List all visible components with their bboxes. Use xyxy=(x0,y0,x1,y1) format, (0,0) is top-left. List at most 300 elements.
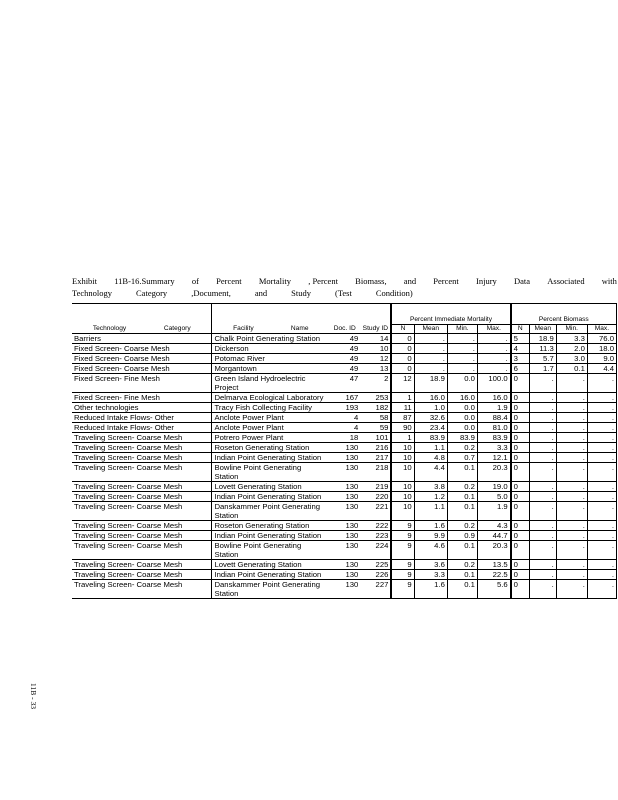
cell-pim-n: 0 xyxy=(391,354,414,364)
cell-pim-max: 100.0 xyxy=(477,374,510,393)
cell-technology: Traveling Screen- Coarse Mesh xyxy=(72,531,212,541)
cell-pb-mean: 18.9 xyxy=(529,334,556,344)
cell-doc-id: 130 xyxy=(329,580,360,599)
cell-pim-min: 0.1 xyxy=(447,570,477,580)
cell-pim-min: 0.1 xyxy=(447,463,477,482)
cell-pb-n: 0 xyxy=(511,580,530,599)
table-row xyxy=(72,443,617,453)
cell-facility: Potomac River xyxy=(212,354,329,364)
caption-word: Condition) xyxy=(375,287,413,298)
cell-facility: Chalk Point Generating Station xyxy=(212,334,329,344)
cell-pim-min: 0.1 xyxy=(447,541,477,560)
caption-word: Data xyxy=(514,276,531,286)
cell-study-id: 219 xyxy=(360,482,391,492)
cell-pb-n: 0 xyxy=(511,531,530,541)
header-percent-immediate-mortality: Percent Immediate Mortality xyxy=(391,304,510,325)
cell-pb-max: 76.0 xyxy=(587,334,616,344)
caption-word: Percent xyxy=(216,276,242,286)
cell-pb-max: . xyxy=(587,492,616,502)
caption-word: Mortality xyxy=(258,276,291,286)
cell-pb-mean: . xyxy=(529,560,556,570)
cell-pim-max: 88.4 xyxy=(477,413,510,423)
cell-pb-min: . xyxy=(556,463,587,482)
cell-facility: Delmarva Ecological Laboratory xyxy=(212,393,329,403)
cell-technology: Fixed Screen- Fine Mesh xyxy=(72,393,212,403)
cell-pim-max: 1.9 xyxy=(477,403,510,413)
cell-pb-n: 0 xyxy=(511,502,530,521)
cell-doc-id: 130 xyxy=(329,531,360,541)
caption-word: with xyxy=(601,276,617,286)
header-pim-max: Max. xyxy=(477,325,510,334)
cell-pim-min: 0.9 xyxy=(447,531,477,541)
caption-line-1 xyxy=(72,276,617,288)
cell-study-id: 2 xyxy=(360,374,391,393)
table-row xyxy=(72,492,617,502)
table-body xyxy=(72,334,617,599)
cell-pim-mean: . xyxy=(414,364,447,374)
cell-facility: Morgantown xyxy=(212,364,329,374)
header-pim-mean: Mean xyxy=(414,325,447,334)
header-doc-id: Doc. ID xyxy=(329,304,360,334)
cell-pim-mean: 1.6 xyxy=(414,521,447,531)
cell-pb-max: 9.0 xyxy=(587,354,616,364)
cell-technology: Traveling Screen- Coarse Mesh xyxy=(72,463,212,482)
caption-word: Associated xyxy=(547,276,585,286)
cell-doc-id: 49 xyxy=(329,354,360,364)
table-row xyxy=(72,453,617,463)
cell-facility: Danskammer Point Generating Station xyxy=(212,580,329,599)
cell-technology: Fixed Screen- Coarse Mesh xyxy=(72,354,212,364)
cell-pb-min: . xyxy=(556,492,587,502)
header-pb-min: Min. xyxy=(556,325,587,334)
cell-pb-mean: . xyxy=(529,482,556,492)
cell-pb-n: 0 xyxy=(511,374,530,393)
cell-study-id: 10 xyxy=(360,344,391,354)
cell-technology: Fixed Screen- Coarse Mesh xyxy=(72,344,212,354)
cell-doc-id: 4 xyxy=(329,423,360,433)
cell-pim-min: 0.2 xyxy=(447,521,477,531)
cell-doc-id: 167 xyxy=(329,393,360,403)
cell-doc-id: 130 xyxy=(329,492,360,502)
cell-pb-min: 3.3 xyxy=(556,334,587,344)
cell-pb-min: . xyxy=(556,521,587,531)
cell-pim-max: 16.0 xyxy=(477,393,510,403)
cell-pim-max: 20.3 xyxy=(477,463,510,482)
cell-pim-mean: 83.9 xyxy=(414,433,447,443)
cell-pim-n: 87 xyxy=(391,413,414,423)
cell-pb-min: . xyxy=(556,433,587,443)
cell-pim-max: 1.9 xyxy=(477,502,510,521)
cell-pim-n: 10 xyxy=(391,443,414,453)
cell-pim-mean: 4.4 xyxy=(414,463,447,482)
cell-pim-mean: 4.8 xyxy=(414,453,447,463)
cell-pb-max: . xyxy=(587,433,616,443)
caption-word: of xyxy=(191,276,199,286)
cell-pb-max: . xyxy=(587,453,616,463)
cell-pim-max: 20.3 xyxy=(477,541,510,560)
cell-facility: Roseton Generating Station xyxy=(212,521,329,531)
cell-pb-min: . xyxy=(556,560,587,570)
caption-word: Exhibit xyxy=(72,276,98,286)
cell-pim-min: 83.9 xyxy=(447,433,477,443)
cell-pim-max: 22.5 xyxy=(477,570,510,580)
cell-pb-min: . xyxy=(556,423,587,433)
header-study-id: Study ID xyxy=(360,304,391,334)
cell-pb-max: 18.0 xyxy=(587,344,616,354)
table-row xyxy=(72,413,617,423)
cell-pb-n: 0 xyxy=(511,403,530,413)
cell-pb-max: . xyxy=(587,560,616,570)
cell-pim-mean: 1.1 xyxy=(414,443,447,453)
cell-pb-n: 0 xyxy=(511,521,530,531)
cell-pb-mean: . xyxy=(529,570,556,580)
table-row xyxy=(72,433,617,443)
cell-technology: Traveling Screen- Coarse Mesh xyxy=(72,492,212,502)
header-pb-mean: Mean xyxy=(529,325,556,334)
table-row xyxy=(72,344,617,354)
caption-word: ,Document, xyxy=(191,287,231,298)
cell-pb-max: . xyxy=(587,521,616,531)
cell-pim-min: . xyxy=(447,334,477,344)
cell-pim-n: 9 xyxy=(391,521,414,531)
cell-pim-mean: 1.0 xyxy=(414,403,447,413)
cell-pb-max: . xyxy=(587,531,616,541)
caption-word: Study xyxy=(291,287,311,298)
cell-pim-n: 9 xyxy=(391,541,414,560)
cell-study-id: 101 xyxy=(360,433,391,443)
cell-facility: Green Island Hydroelectric Project xyxy=(212,374,329,393)
cell-doc-id: 130 xyxy=(329,482,360,492)
header-percent-biomass: Percent Biomass xyxy=(511,304,617,325)
header-pb-n: N xyxy=(511,325,530,334)
cell-pim-min: . xyxy=(447,344,477,354)
cell-pim-mean: 3.3 xyxy=(414,570,447,580)
cell-pim-min: 0.2 xyxy=(447,560,477,570)
cell-pim-max: 12.1 xyxy=(477,453,510,463)
cell-pb-max: . xyxy=(587,482,616,492)
cell-pim-mean: 32.6 xyxy=(414,413,447,423)
cell-pb-max: . xyxy=(587,403,616,413)
cell-study-id: 59 xyxy=(360,423,391,433)
cell-pb-min: . xyxy=(556,453,587,463)
cell-technology: Traveling Screen- Coarse Mesh xyxy=(72,521,212,531)
cell-pb-mean: . xyxy=(529,413,556,423)
cell-pb-max: . xyxy=(587,463,616,482)
table-row xyxy=(72,403,617,413)
cell-pb-min: . xyxy=(556,541,587,560)
cell-pb-mean: 5.7 xyxy=(529,354,556,364)
caption-word: Technology xyxy=(72,287,113,298)
cell-pim-min: 0.1 xyxy=(447,580,477,599)
cell-pim-n: 10 xyxy=(391,482,414,492)
cell-study-id: 12 xyxy=(360,354,391,364)
cell-pim-mean: 1.2 xyxy=(414,492,447,502)
cell-pim-mean: . xyxy=(414,334,447,344)
cell-pim-mean: 4.6 xyxy=(414,541,447,560)
cell-study-id: 225 xyxy=(360,560,391,570)
cell-pb-n: 0 xyxy=(511,423,530,433)
table-row xyxy=(72,521,617,531)
cell-technology: Traveling Screen- Coarse Mesh xyxy=(72,482,212,492)
cell-technology: Other technologies xyxy=(72,403,212,413)
table-row xyxy=(72,482,617,492)
cell-pim-min: 0.0 xyxy=(447,403,477,413)
data-table xyxy=(72,303,617,599)
table-row xyxy=(72,374,617,393)
cell-pim-max: 4.3 xyxy=(477,521,510,531)
cell-pim-min: 0.7 xyxy=(447,453,477,463)
cell-pim-min: . xyxy=(447,364,477,374)
cell-technology: Reduced Intake Flows- Other xyxy=(72,423,212,433)
cell-pb-min: . xyxy=(556,580,587,599)
cell-technology: Traveling Screen- Coarse Mesh xyxy=(72,541,212,560)
cell-pim-n: 11 xyxy=(391,403,414,413)
cell-study-id: 58 xyxy=(360,413,391,423)
caption-word: , Percent xyxy=(308,276,338,286)
caption-word: Percent xyxy=(433,276,459,286)
cell-pb-n: 6 xyxy=(511,364,530,374)
cell-pb-max: . xyxy=(587,413,616,423)
cell-study-id: 227 xyxy=(360,580,391,599)
cell-pim-mean: 1.6 xyxy=(414,580,447,599)
cell-pim-max: . xyxy=(477,354,510,364)
cell-facility: Dickerson xyxy=(212,344,329,354)
cell-technology: Fixed Screen- Fine Mesh xyxy=(72,374,212,393)
caption-word: (Test xyxy=(334,287,352,298)
cell-pb-max: . xyxy=(587,541,616,560)
cell-pb-max: . xyxy=(587,374,616,393)
caption-word: Category xyxy=(136,287,168,298)
cell-pim-mean: 1.1 xyxy=(414,502,447,521)
header-technology-category: Technology Category xyxy=(72,304,212,334)
cell-study-id: 182 xyxy=(360,403,391,413)
cell-pim-n: 10 xyxy=(391,492,414,502)
header-pim-n: N xyxy=(391,325,414,334)
cell-study-id: 13 xyxy=(360,364,391,374)
cell-technology: Reduced Intake Flows- Other xyxy=(72,413,212,423)
cell-pb-n: 0 xyxy=(511,393,530,403)
page-number: 11B - 33 xyxy=(29,683,38,709)
cell-pb-min: . xyxy=(556,413,587,423)
cell-pb-max: 4.4 xyxy=(587,364,616,374)
caption-word: and xyxy=(254,287,268,298)
cell-study-id: 226 xyxy=(360,570,391,580)
cell-pb-mean: 1.7 xyxy=(529,364,556,374)
cell-facility: Anclote Power Plant xyxy=(212,423,329,433)
cell-pb-mean: . xyxy=(529,433,556,443)
cell-pb-n: 0 xyxy=(511,433,530,443)
cell-pim-mean: 9.9 xyxy=(414,531,447,541)
cell-pb-max: . xyxy=(587,443,616,453)
cell-doc-id: 130 xyxy=(329,443,360,453)
cell-study-id: 222 xyxy=(360,521,391,531)
cell-technology: Fixed Screen- Coarse Mesh xyxy=(72,364,212,374)
cell-doc-id: 130 xyxy=(329,463,360,482)
cell-pim-min: 0.1 xyxy=(447,492,477,502)
cell-pb-mean: . xyxy=(529,374,556,393)
cell-pim-n: 9 xyxy=(391,570,414,580)
cell-pim-min: . xyxy=(447,354,477,364)
cell-pb-n: 0 xyxy=(511,482,530,492)
cell-doc-id: 4 xyxy=(329,413,360,423)
table-row xyxy=(72,531,617,541)
cell-study-id: 220 xyxy=(360,492,391,502)
table-row xyxy=(72,560,617,570)
cell-doc-id: 193 xyxy=(329,403,360,413)
cell-pb-min: . xyxy=(556,482,587,492)
cell-pb-mean: . xyxy=(529,453,556,463)
cell-pim-min: 0.2 xyxy=(447,482,477,492)
cell-doc-id: 130 xyxy=(329,521,360,531)
header-facility-name: Facility Name xyxy=(212,304,329,334)
cell-pb-min: . xyxy=(556,403,587,413)
table-row xyxy=(72,354,617,364)
cell-pim-n: 90 xyxy=(391,423,414,433)
cell-study-id: 253 xyxy=(360,393,391,403)
cell-pim-n: 0 xyxy=(391,364,414,374)
cell-pim-mean: 16.0 xyxy=(414,393,447,403)
cell-pb-mean: . xyxy=(529,492,556,502)
cell-pb-mean: . xyxy=(529,502,556,521)
cell-pb-min: 0.1 xyxy=(556,364,587,374)
cell-doc-id: 47 xyxy=(329,374,360,393)
cell-technology: Traveling Screen- Coarse Mesh xyxy=(72,453,212,463)
cell-pim-min: 0.2 xyxy=(447,443,477,453)
cell-pim-n: 12 xyxy=(391,374,414,393)
cell-pb-min: . xyxy=(556,443,587,453)
cell-pb-max: . xyxy=(587,423,616,433)
header-pim-min: Min. xyxy=(447,325,477,334)
cell-pim-mean: 3.6 xyxy=(414,560,447,570)
cell-pim-n: 10 xyxy=(391,463,414,482)
cell-pim-min: 16.0 xyxy=(447,393,477,403)
cell-facility: Lovett Generating Station xyxy=(212,482,329,492)
cell-technology: Traveling Screen- Coarse Mesh xyxy=(72,502,212,521)
cell-pb-mean: . xyxy=(529,443,556,453)
cell-pim-mean: 18.9 xyxy=(414,374,447,393)
cell-pim-n: 1 xyxy=(391,433,414,443)
cell-pim-min: 0.0 xyxy=(447,374,477,393)
cell-doc-id: 130 xyxy=(329,453,360,463)
cell-facility: Roseton Generating Station xyxy=(212,443,329,453)
cell-pim-n: 9 xyxy=(391,580,414,599)
cell-study-id: 218 xyxy=(360,463,391,482)
cell-pb-n: 3 xyxy=(511,354,530,364)
table-row xyxy=(72,423,617,433)
cell-pim-n: 0 xyxy=(391,344,414,354)
cell-technology: Traveling Screen- Coarse Mesh xyxy=(72,433,212,443)
cell-pb-max: . xyxy=(587,502,616,521)
cell-pim-min: 0.1 xyxy=(447,502,477,521)
cell-pim-min: 0.0 xyxy=(447,423,477,433)
cell-pb-n: 0 xyxy=(511,443,530,453)
caption-word: Biomass, xyxy=(355,276,387,286)
cell-pim-max: 81.0 xyxy=(477,423,510,433)
cell-facility: Tracy Fish Collecting Facility xyxy=(212,403,329,413)
cell-facility: Indian Point Generating Station xyxy=(212,492,329,502)
caption-word: Injury xyxy=(476,276,497,286)
cell-pim-max: 44.7 xyxy=(477,531,510,541)
cell-study-id: 14 xyxy=(360,334,391,344)
cell-pb-min: 3.0 xyxy=(556,354,587,364)
cell-study-id: 217 xyxy=(360,453,391,463)
cell-pim-max: 13.5 xyxy=(477,560,510,570)
cell-doc-id: 18 xyxy=(329,433,360,443)
cell-pim-n: 9 xyxy=(391,531,414,541)
cell-pim-mean: 3.8 xyxy=(414,482,447,492)
cell-technology: Traveling Screen- Coarse Mesh xyxy=(72,443,212,453)
cell-pb-mean: 11.3 xyxy=(529,344,556,354)
cell-pb-min: 2.0 xyxy=(556,344,587,354)
cell-facility: Bowline Point Generating Station xyxy=(212,463,329,482)
cell-study-id: 221 xyxy=(360,502,391,521)
cell-technology: Traveling Screen- Coarse Mesh xyxy=(72,580,212,599)
cell-facility: Anclote Power Plant xyxy=(212,413,329,423)
cell-facility: Indian Point Generating Station xyxy=(212,531,329,541)
table-row xyxy=(72,393,617,403)
table-row xyxy=(72,463,617,482)
cell-doc-id: 130 xyxy=(329,560,360,570)
cell-pim-mean: 23.4 xyxy=(414,423,447,433)
cell-pb-mean: . xyxy=(529,580,556,599)
cell-pb-n: 0 xyxy=(511,413,530,423)
cell-pim-n: 10 xyxy=(391,453,414,463)
table-row xyxy=(72,334,617,344)
cell-pim-n: 0 xyxy=(391,334,414,344)
caption-line-2 xyxy=(72,288,617,300)
cell-pb-mean: . xyxy=(529,463,556,482)
cell-pim-min: 0.0 xyxy=(447,413,477,423)
cell-pb-n: 5 xyxy=(511,334,530,344)
cell-pb-mean: . xyxy=(529,521,556,531)
cell-pim-mean: . xyxy=(414,344,447,354)
table-header xyxy=(72,304,617,334)
cell-doc-id: 130 xyxy=(329,502,360,521)
cell-facility: Lovett Generating Station xyxy=(212,560,329,570)
cell-pb-n: 0 xyxy=(511,570,530,580)
cell-doc-id: 130 xyxy=(329,541,360,560)
table-caption xyxy=(72,276,617,299)
cell-pb-max: . xyxy=(587,580,616,599)
cell-facility: Indian Point Generating Station xyxy=(212,453,329,463)
caption-word: and xyxy=(403,276,417,286)
cell-pim-max: 83.9 xyxy=(477,433,510,443)
cell-pim-max: 19.0 xyxy=(477,482,510,492)
cell-pim-max: . xyxy=(477,364,510,374)
cell-pb-n: 0 xyxy=(511,560,530,570)
cell-study-id: 216 xyxy=(360,443,391,453)
cell-pb-mean: . xyxy=(529,393,556,403)
cell-facility: Potrero Power Plant xyxy=(212,433,329,443)
cell-pim-mean: . xyxy=(414,354,447,364)
cell-pb-mean: . xyxy=(529,541,556,560)
cell-study-id: 223 xyxy=(360,531,391,541)
cell-pb-min: . xyxy=(556,374,587,393)
cell-pb-n: 0 xyxy=(511,463,530,482)
cell-pb-max: . xyxy=(587,570,616,580)
cell-doc-id: 49 xyxy=(329,364,360,374)
cell-facility: Indian Point Generating Station xyxy=(212,570,329,580)
cell-facility: Danskammer Point Generating Station xyxy=(212,502,329,521)
cell-technology: Barriers xyxy=(72,334,212,344)
cell-doc-id: 49 xyxy=(329,344,360,354)
table-row xyxy=(72,570,617,580)
cell-pim-n: 1 xyxy=(391,393,414,403)
table-row xyxy=(72,364,617,374)
cell-pb-min: . xyxy=(556,570,587,580)
cell-technology: Traveling Screen- Coarse Mesh xyxy=(72,570,212,580)
cell-pim-max: . xyxy=(477,344,510,354)
